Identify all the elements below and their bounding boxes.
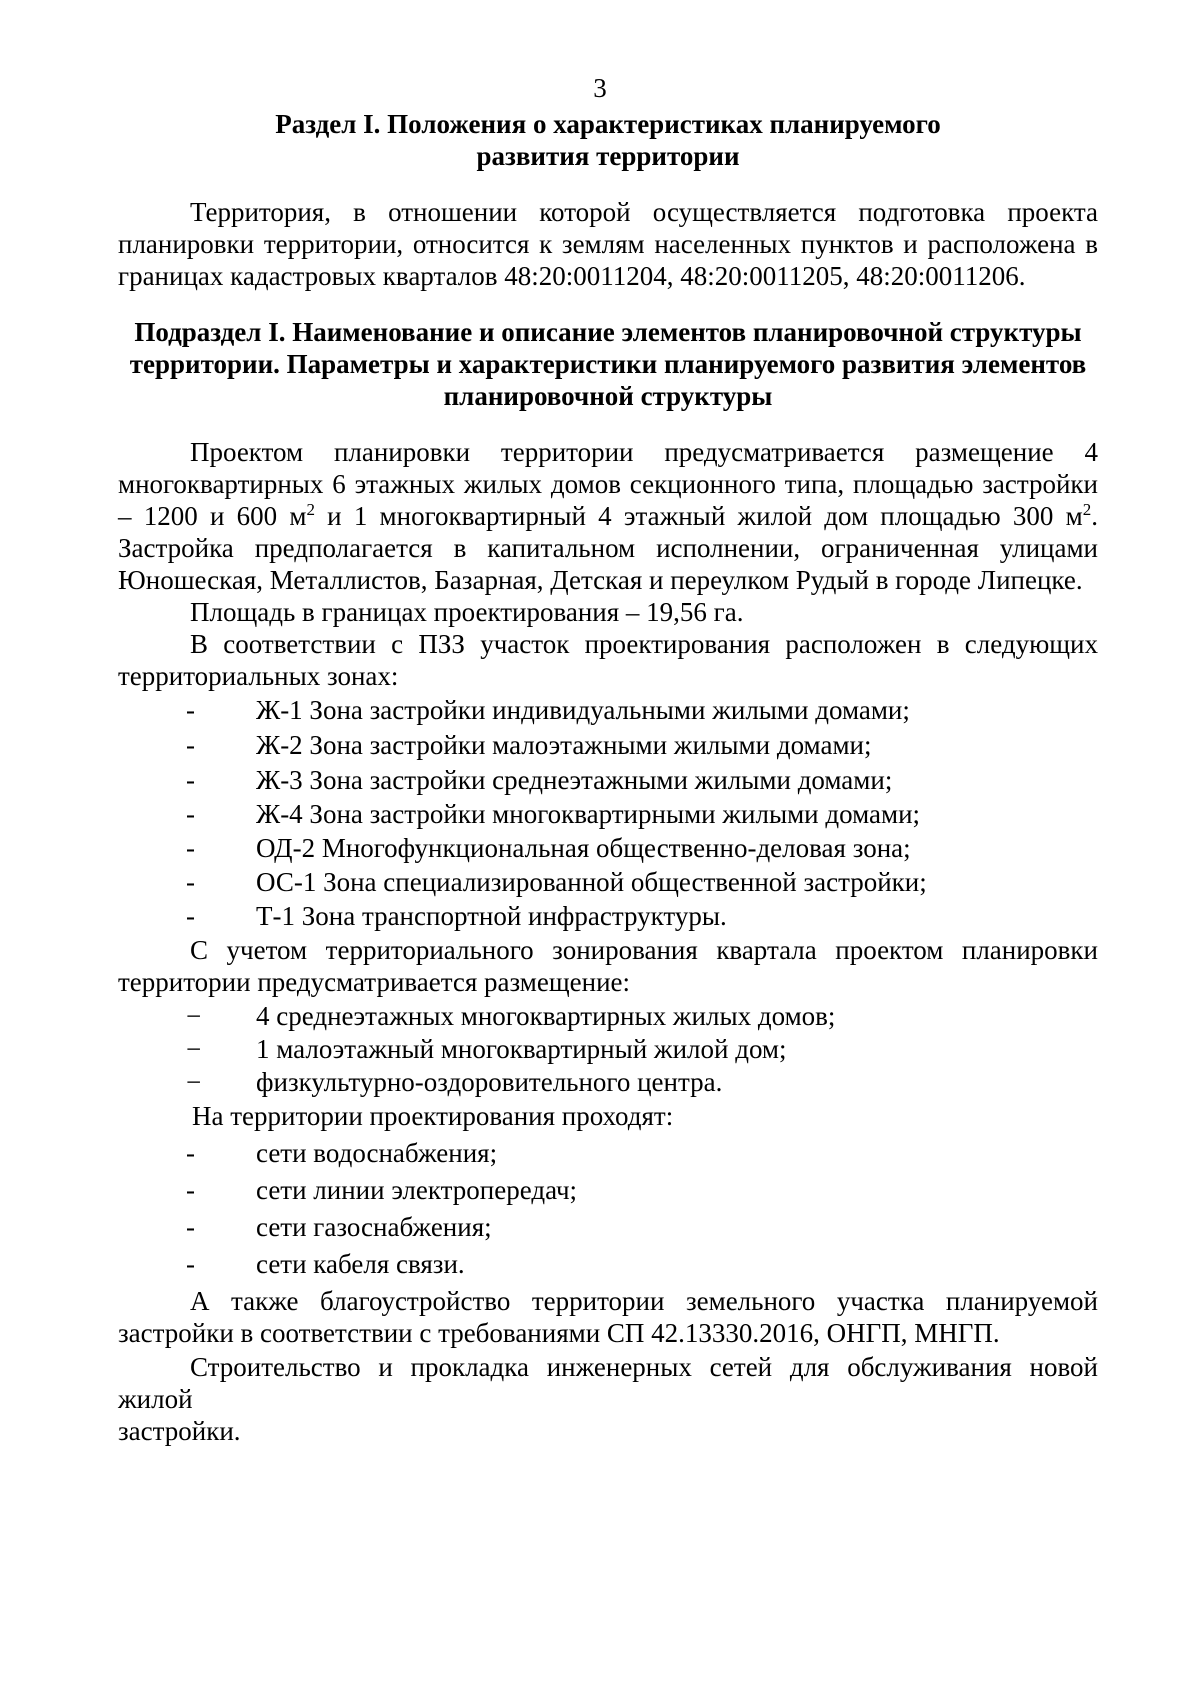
text-line: многоквартирных 6 этажных жилых домов секционного типа, площадью застройки: [118, 469, 1098, 499]
text-line: территории предусматривается размещение:: [118, 967, 631, 997]
list-text: сети кабеля связи.: [256, 1249, 465, 1279]
list-dash: −: [186, 1067, 202, 1097]
superscript: 2: [1082, 500, 1092, 519]
section-title-line: Раздел I. Положения о характеристиках планируемого: [275, 109, 941, 139]
list-dash: -: [186, 1175, 195, 1205]
placement-intro: [118, 934, 1098, 998]
section-title: [118, 108, 1098, 172]
text-line-with-units: [118, 500, 1098, 532]
list-item: [0, 1000, 1200, 1032]
list-text: Ж-1 Зона застройки индивидуальными жилыми домами;: [256, 695, 910, 725]
list-dash: -: [186, 833, 195, 863]
text-line: застройки.: [118, 1416, 241, 1446]
list-text: Ж-2 Зона застройки малоэтажными жилыми домами;: [256, 730, 872, 760]
text-fragment: и 1 многоквартирный 4 этажный жилой дом площадью 300 м: [314, 501, 1083, 531]
list-dash: -: [186, 765, 195, 795]
list-item: [0, 764, 1200, 796]
section-title-line: развития территории: [476, 141, 740, 171]
list-dash: -: [186, 901, 195, 931]
text-line: На территории проектирования проходят:: [192, 1101, 674, 1131]
list-text: 1 малоэтажный многоквартирный жилой дом;: [256, 1034, 787, 1064]
text-line: С учетом территориального зонирования квартала проектом планировки: [190, 935, 1098, 965]
text-line: Строительство и прокладка инженерных сетей для обслуживания новой жилой: [118, 1352, 1098, 1414]
list-dash: -: [186, 799, 195, 829]
text-line: Площадь в границах проектирования – 19,56 га.: [190, 597, 744, 627]
text-line: Проектом планировки территории предусматривается размещение 4: [190, 437, 1098, 467]
project-paragraph: [118, 436, 1098, 596]
list-item: [0, 1033, 1200, 1065]
superscript: 2: [306, 500, 315, 519]
list-item: [0, 694, 1200, 726]
list-text: физкультурно-оздоровительного центра.: [256, 1067, 723, 1097]
page-number: 3: [593, 73, 607, 103]
text-fragment: – 1200 и 600 м: [118, 501, 307, 531]
text-line: А также благоустройство территории земельного участка планируемой: [190, 1286, 1098, 1316]
list-text: Ж-3 Зона застройки среднеэтажными жилыми домами;: [256, 765, 893, 795]
construction-paragraph: [118, 1351, 1098, 1447]
list-text: Т-1 Зона транспортной инфраструктуры.: [256, 901, 727, 931]
text-line: застройки в соответствии с требованиями СП 42.13330.2016, ОНГП, МНГП.: [118, 1318, 1000, 1348]
list-dash: -: [186, 1249, 195, 1279]
text-line: планировки территории, относится к землям населенных пунктов и расположена в: [118, 229, 1098, 259]
list-text: сети водоснабжения;: [256, 1138, 498, 1168]
list-item: [0, 729, 1200, 761]
list-text: сети линии электропередач;: [256, 1175, 578, 1205]
list-dash: -: [186, 730, 195, 760]
zones-intro: [118, 628, 1098, 692]
list-item: [0, 1066, 1200, 1098]
list-dash: -: [186, 695, 195, 725]
text-line: территориальных зонах:: [118, 661, 399, 691]
list-item: [0, 900, 1200, 932]
text-fragment: .: [1091, 501, 1098, 531]
list-dash: −: [186, 1001, 202, 1031]
subsection-title-line: территории. Параметры и характеристики планируемого развития элементов: [129, 349, 1087, 379]
text-line: границах кадастровых кварталов 48:20:0011204, 48:20:0011205, 48:20:0011206.: [118, 261, 1026, 291]
list-item: [0, 1137, 1200, 1169]
list-item: [0, 1174, 1200, 1206]
list-item: [0, 1248, 1200, 1280]
intro-paragraph: [118, 196, 1098, 292]
list-text: Ж-4 Зона застройки многоквартирными жилыми домами;: [256, 799, 921, 829]
list-item: [0, 1211, 1200, 1243]
list-item: [0, 798, 1200, 830]
list-dash: -: [186, 867, 195, 897]
list-text: 4 среднеэтажных многоквартирных жилых домов;: [256, 1001, 836, 1031]
subsection-title-line: планировочной структуры: [443, 381, 773, 411]
list-dash: -: [186, 1212, 195, 1242]
subsection-title: [118, 316, 1098, 412]
list-item: [0, 866, 1200, 898]
list-text: ОС-1 Зона специализированной общественной застройки;: [256, 867, 927, 897]
text-line: Территория, в отношении которой осуществляется подготовка проекта: [190, 197, 1098, 227]
text-line: Застройка предполагается в капитальном исполнении, ограниченная улицами: [118, 533, 1098, 563]
list-text: ОД-2 Многофункциональная общественно-деловая зона;: [256, 833, 911, 863]
list-dash: −: [186, 1034, 202, 1064]
list-text: сети газоснабжения;: [256, 1212, 492, 1242]
subsection-title-line: Подраздел I. Наименование и описание элементов планировочной структуры: [134, 317, 1082, 347]
landscaping-paragraph: [118, 1285, 1098, 1349]
area-paragraph: [118, 596, 1098, 628]
list-item: [0, 832, 1200, 864]
networks-intro: [118, 1100, 1098, 1132]
text-line: Юношеская, Металлистов, Базарная, Детская и переулком Рудый в городе Липецке.: [118, 565, 1083, 595]
list-dash: -: [186, 1138, 195, 1168]
text-line: В соответствии с ПЗЗ участок проектирования расположен в следующих: [190, 629, 1098, 659]
